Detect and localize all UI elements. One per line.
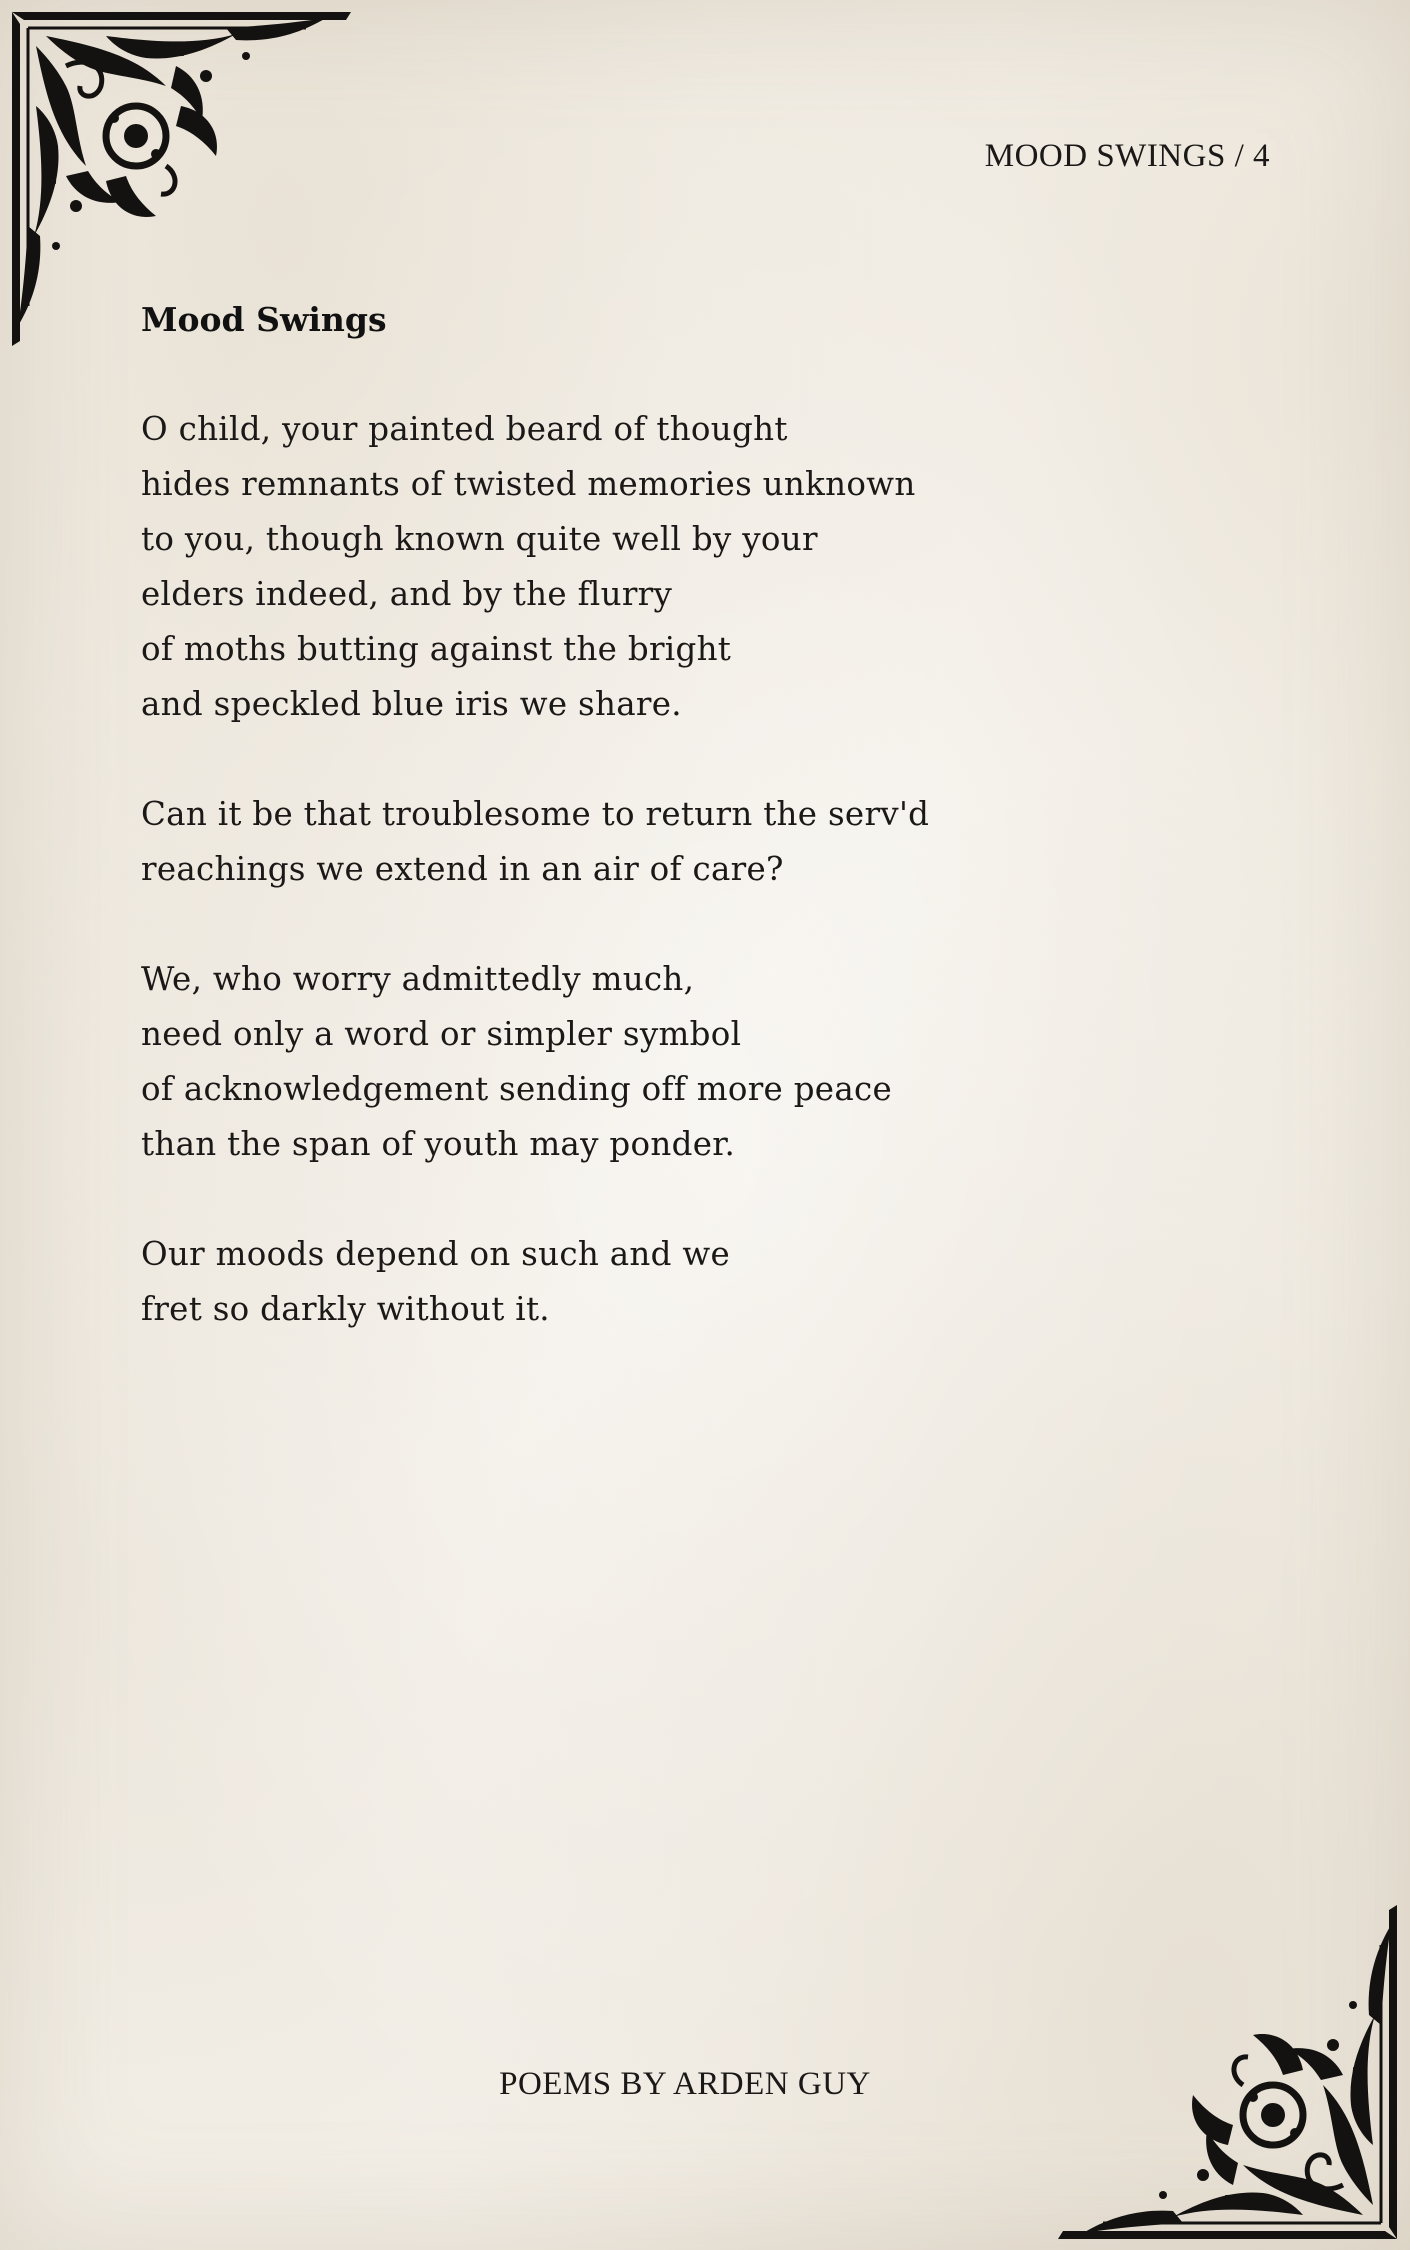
poem-line: hides remnants of twisted memories unknown <box>141 465 916 503</box>
poem-line: elders indeed, and by the flurry <box>141 575 673 613</box>
poem <box>141 292 1141 1392</box>
poem-line: of moths butting against the bright <box>141 630 732 668</box>
poem-line: of acknowledgement sending off more peace <box>141 1070 893 1108</box>
byline-footer: POEMS BY ARDEN GUY <box>499 2066 871 2102</box>
stanza <box>141 952 1141 1172</box>
poem-line: We, who worry admittedly much, <box>141 960 695 998</box>
poem-line: need only a word or simpler symbol <box>141 1015 742 1053</box>
poem-line: Can it be that troublesome to return the serv'd <box>141 795 930 833</box>
stanza <box>141 1227 1141 1337</box>
stanza <box>141 402 1141 732</box>
poem-line: to you, though known quite well by your <box>141 520 818 558</box>
poem-line: O child, your painted beard of thought <box>141 410 788 448</box>
poem-title: Mood Swings <box>141 300 387 339</box>
running-head: MOOD SWINGS / 4 <box>984 138 1270 174</box>
poem-line: than the span of youth may ponder. <box>141 1125 736 1163</box>
poem-line: and speckled blue iris we share. <box>141 685 682 723</box>
poem-line: reachings we extend in an air of care? <box>141 850 784 888</box>
poem-line: fret so darkly without it. <box>141 1290 550 1328</box>
stanza <box>141 787 1141 897</box>
poem-line: Our moods depend on such and we <box>141 1235 731 1273</box>
